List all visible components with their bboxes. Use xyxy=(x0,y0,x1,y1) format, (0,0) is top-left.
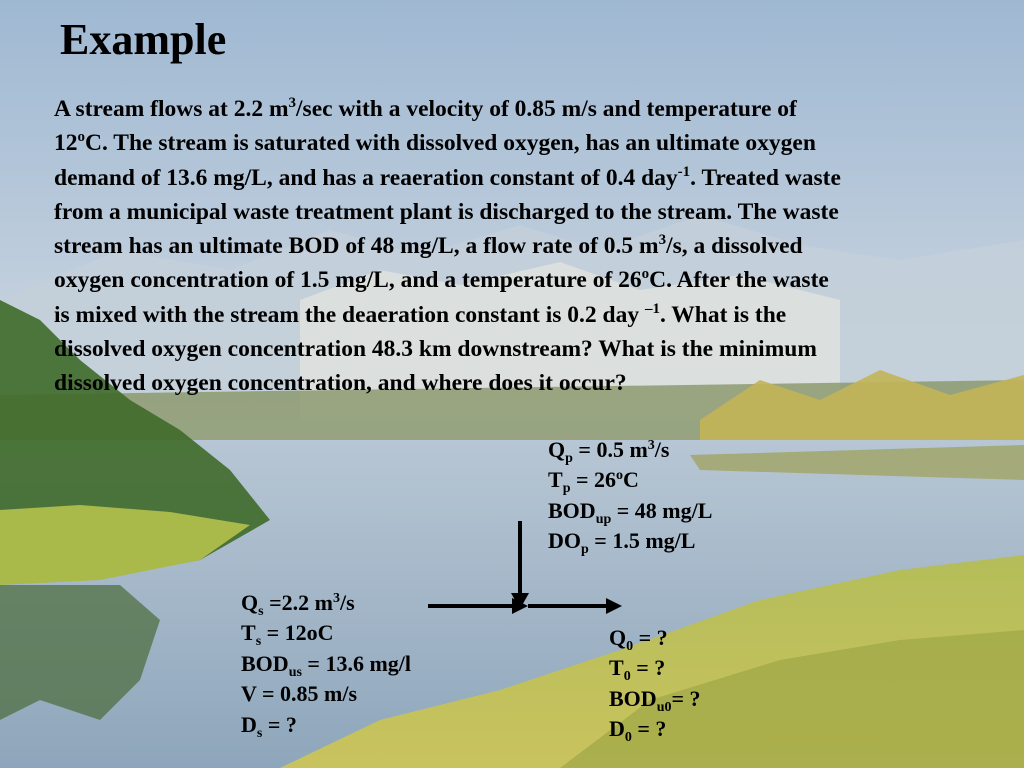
mixed-parameters xyxy=(609,623,701,745)
mixed-temperature: $T_0$ = ? xyxy=(609,655,666,685)
problem-line: oxygen concentration of 1.5 mg/L, and a temperature of 26$^o$C. After the waste xyxy=(54,266,829,294)
problem-line: dissolved oxygen concentration, and where does it occur? xyxy=(54,370,627,397)
waste-bod: $BOD_{up} = 48$ mg/L xyxy=(548,497,713,527)
waste-temperature: $T_p = 26^oC$ xyxy=(548,467,639,497)
slide-title: Example xyxy=(60,15,227,64)
upstream-parameters xyxy=(241,588,411,740)
waste-dissolved-oxygen: $DO_p = 1.5$ mg/L xyxy=(548,528,696,558)
problem-line: from a municipal waste treatment plant is discharged to the stream. The waste xyxy=(54,198,839,225)
waste-flow-rate: $Q_p = 0.5$ $m^3/s$ xyxy=(548,437,670,466)
stream-deficit: $D_s$ = ? xyxy=(241,711,297,741)
problem-line: A stream flows at 2.2 $m^3/\sec$ with a velocity of 0.85 m/s and temperature of xyxy=(54,95,797,122)
arrow-down-icon xyxy=(511,521,529,609)
mixed-bod: $BOD_{u0}=$ ? xyxy=(609,685,701,715)
stream-velocity: V = 0.85 m/s xyxy=(241,681,358,707)
mixed-deficit: $D_0$ = ? xyxy=(609,716,667,746)
arrow-right-icon xyxy=(528,598,622,614)
problem-line: dissolved oxygen concentration 48.3 km downstream? What is the minimum xyxy=(54,336,817,363)
stream-bod: $BOD_{us} = 13.6$ mg/l xyxy=(241,650,412,680)
waste-stream-parameters xyxy=(548,435,712,557)
stream-flow-rate: $Q_s =2.2$ $m^3/s$ xyxy=(241,590,355,619)
problem-line: demand of 13.6 mg/L, and has a reaeration constant of 0.4 day$^{-1}$. Treated waste xyxy=(54,163,841,191)
stream-temperature: $T_s = 12oC$ xyxy=(241,620,334,650)
mixed-flow-rate: $Q_0$ = ? xyxy=(609,625,668,654)
arrow-right-icon xyxy=(428,598,528,614)
problem-line: stream has an ultimate BOD of 48 mg/L, a flow rate of 0.5 $m^3/s$, a dissolved xyxy=(54,232,803,260)
problem-line: is mixed with the stream the deaeration constant is 0.2 day $^{-1}$. What is the xyxy=(54,300,787,328)
problem-line: 12$^o$C. The stream is saturated with dissolved oxygen, has an ultimate oxygen xyxy=(54,129,816,157)
